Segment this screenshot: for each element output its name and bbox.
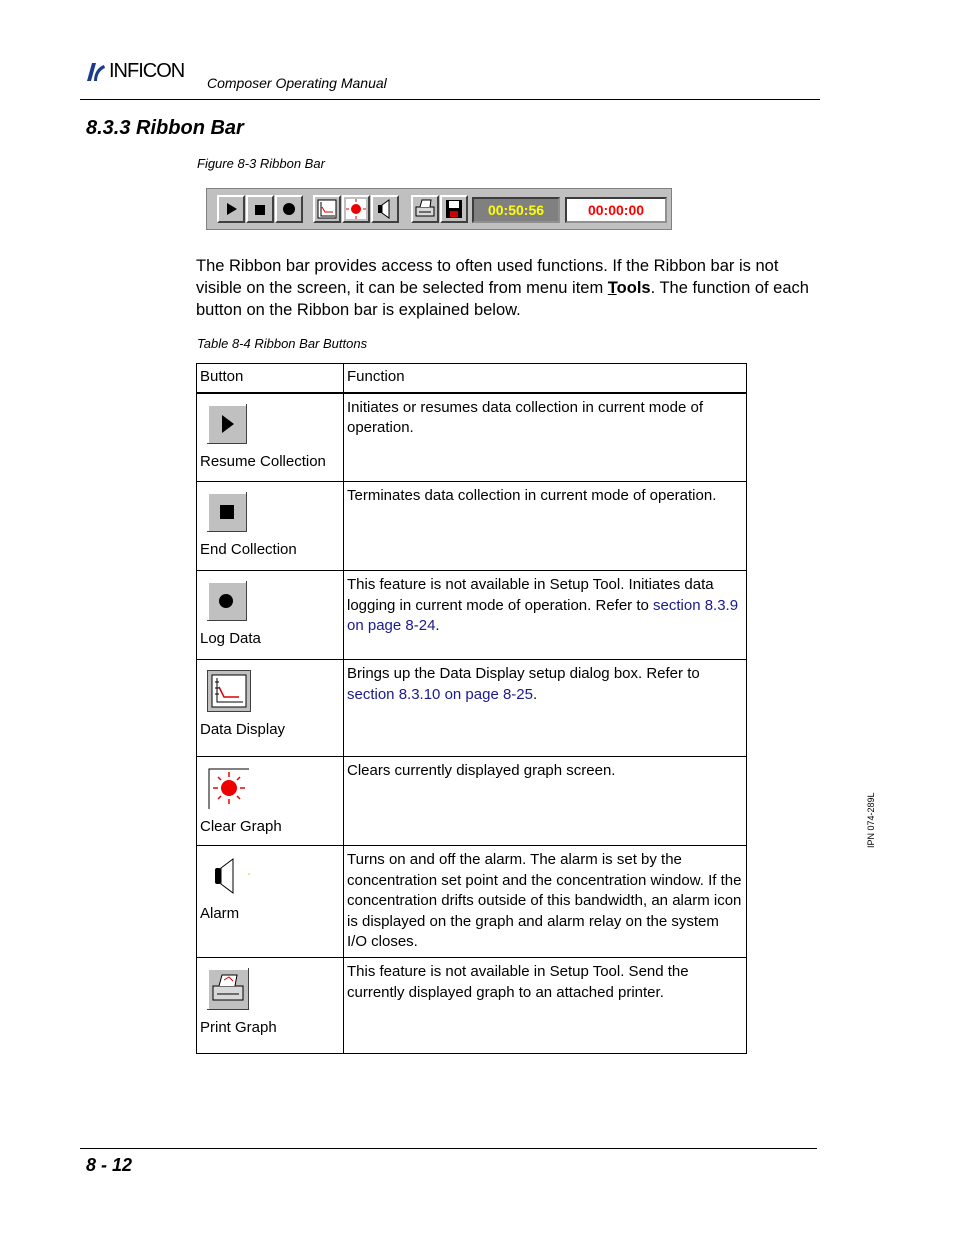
remaining-timer: 00:00:00 bbox=[565, 197, 667, 223]
button-name: End Collection bbox=[200, 541, 297, 558]
play-icon bbox=[217, 195, 245, 223]
table-header-row bbox=[197, 364, 747, 393]
function-cell: This feature is not available in Setup Tool. Send the currently displayed graph to an attached printer. bbox=[344, 958, 747, 1054]
function-cell bbox=[344, 660, 747, 757]
figure-caption: Figure 8-3 Ribbon Bar bbox=[197, 156, 325, 171]
data-display-icon bbox=[313, 195, 341, 223]
tools-mnemonic: T bbox=[607, 279, 617, 297]
save-icon bbox=[440, 195, 468, 223]
tools-rest: ools bbox=[616, 279, 651, 297]
table-row bbox=[197, 393, 747, 482]
table-caption: Table 8-4 Ribbon Bar Buttons bbox=[197, 336, 368, 351]
record-icon bbox=[207, 581, 247, 621]
ribbon-buttons-table bbox=[196, 363, 747, 1054]
table-row bbox=[197, 757, 747, 846]
record-icon bbox=[275, 195, 303, 223]
header-button: Button bbox=[197, 364, 344, 393]
button-name: Resume Collection bbox=[200, 452, 326, 470]
document-title: Composer Operating Manual bbox=[207, 75, 387, 91]
section-heading: 8.3.3 Ribbon Bar bbox=[86, 117, 244, 139]
inficon-logo-mark-icon bbox=[84, 61, 106, 83]
data-display-icon bbox=[207, 670, 251, 712]
printer-icon bbox=[411, 195, 439, 223]
function-cell: Turns on and off the alarm. The alarm is set by the concentration set point and the concentration window. If the concentration drifts outside of this bandwidth, an alarm icon is displayed on the graph and alarm relay on the system I/O closes. bbox=[344, 846, 747, 958]
clear-graph-icon bbox=[342, 195, 370, 223]
function-cell: Clears currently displayed graph screen. bbox=[344, 757, 747, 846]
printer-icon bbox=[207, 968, 249, 1010]
header-rule bbox=[80, 99, 820, 100]
table-row bbox=[197, 958, 747, 1054]
button-name: Alarm bbox=[200, 905, 240, 922]
inficon-logo bbox=[84, 60, 184, 83]
tools-menu-keyword bbox=[608, 279, 651, 297]
function-cell: Initiates or resumes data collection in current mode of operation. bbox=[344, 393, 747, 482]
header-function: Function bbox=[344, 364, 747, 393]
button-name: Data Display bbox=[200, 721, 286, 738]
table-row bbox=[197, 482, 747, 571]
stop-icon bbox=[246, 195, 274, 223]
button-name: Log Data bbox=[200, 630, 261, 647]
logo-text: INFICON bbox=[109, 60, 185, 82]
body-paragraph bbox=[196, 255, 816, 321]
function-text: This feature is not available in Setup Tool. Initiates data logging in current mode of operation. Refer to bbox=[347, 576, 714, 614]
function-text: Brings up the Data Display setup dialog box. Refer to bbox=[347, 665, 700, 682]
alarm-speaker-icon bbox=[207, 856, 251, 896]
stop-icon bbox=[207, 492, 247, 532]
page-number: 8 - 12 bbox=[86, 1155, 133, 1175]
function-text-end: . bbox=[532, 685, 538, 703]
section-link[interactable]: section 8.3.10 on page 8-25 bbox=[347, 685, 533, 703]
play-icon bbox=[207, 404, 247, 444]
table-row bbox=[197, 846, 747, 958]
button-name: Clear Graph bbox=[200, 818, 282, 835]
table-row bbox=[197, 660, 747, 757]
function-text-end: . bbox=[435, 617, 440, 634]
ipn-code: IPN 074-289L bbox=[866, 792, 876, 848]
function-cell: Terminates data collection in current mode of operation. bbox=[344, 482, 747, 571]
para-text-before: The Ribbon bar provides access to often used functions. If the Ribbon bar is not visible on the screen, it can be selected from menu item bbox=[196, 257, 779, 297]
footer-rule bbox=[80, 1148, 817, 1149]
section-link[interactable]: section 8.3.9 on page 8-24 bbox=[347, 596, 739, 634]
alarm-speaker-icon bbox=[371, 195, 399, 223]
para-text-after: . The function of each button on the Ribbon bar is explained below. bbox=[196, 279, 809, 319]
table-row bbox=[197, 571, 747, 660]
function-cell bbox=[344, 571, 747, 660]
clear-graph-icon bbox=[207, 767, 251, 809]
button-name: Print Graph bbox=[200, 1019, 277, 1036]
elapsed-timer: 00:50:56 bbox=[472, 197, 560, 223]
ribbon-bar-figure bbox=[206, 188, 672, 230]
